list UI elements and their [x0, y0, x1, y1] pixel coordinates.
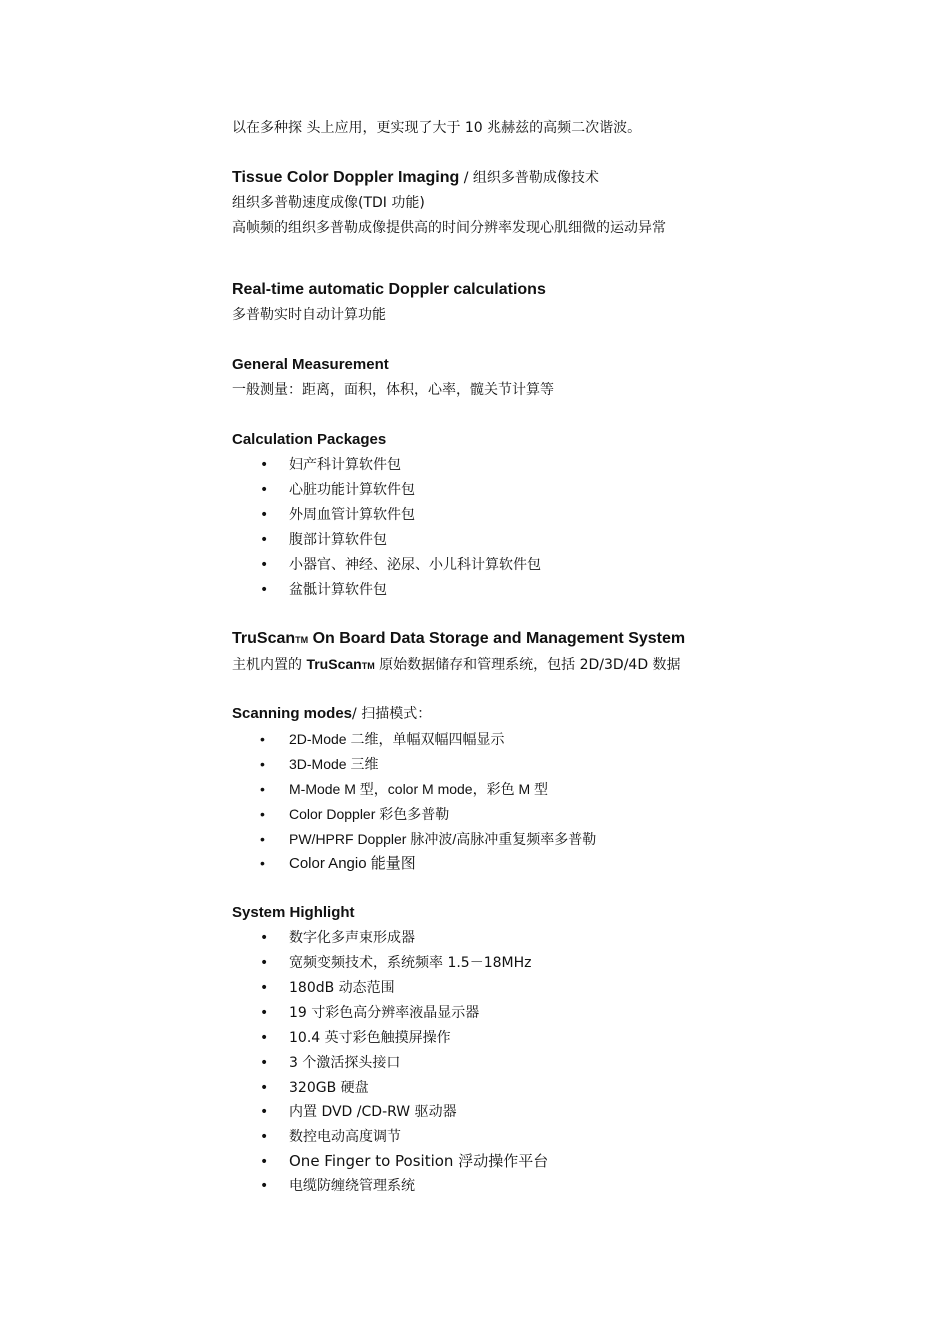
- list-item-text: 3 个激活探头接口: [289, 1055, 401, 1071]
- tissue-heading-cn: / 组织多普勒成像技术: [459, 170, 599, 186]
- truscan-tm: TM: [295, 635, 309, 645]
- list-item-text: 19 寸彩色高分辨率液晶显示器: [289, 1005, 480, 1021]
- bullet-icon: •: [260, 582, 269, 598]
- list-item: [260, 754, 378, 774]
- bullet-icon: •: [260, 507, 269, 523]
- list-item: [260, 455, 401, 475]
- truscan-line-tm: TM: [361, 661, 375, 671]
- bullet-icon: •: [260, 1030, 269, 1046]
- truscan-line: [232, 654, 681, 676]
- doppler-calc-line-1: 多普勒实时自动计算功能: [232, 307, 386, 323]
- list-item: [260, 1053, 400, 1073]
- list-item: [260, 1151, 548, 1172]
- list-item: [260, 555, 541, 575]
- scanning-heading: [232, 704, 431, 724]
- truscan-heading-rest: On Board Data Storage and Management System: [308, 630, 686, 647]
- list-item: [260, 1003, 479, 1023]
- list-item-text: 心脏功能计算软件包: [289, 482, 415, 498]
- list-item-text: 数字化多声束形成器: [289, 930, 415, 946]
- list-item: [260, 928, 415, 948]
- truscan-line-brand: TruScan: [306, 656, 362, 672]
- tissue-heading: [232, 168, 599, 188]
- list-item: [260, 953, 531, 973]
- list-item: [260, 480, 415, 500]
- calc-packages-heading: Calculation Packages: [232, 431, 387, 448]
- tissue-line-2: 高帧频的组织多普勒成像提供高的时间分辨率发现心肌细微的运动异常: [232, 220, 666, 236]
- bullet-icon: •: [260, 557, 269, 573]
- list-item-text: Color Doppler 彩色多普勒: [289, 806, 450, 822]
- list-item-text: 10.4 英寸彩色触摸屏操作: [289, 1030, 451, 1046]
- list-item: [260, 779, 548, 799]
- list-item: [260, 829, 596, 849]
- highlight-heading: System Highlight: [232, 904, 355, 921]
- list-item: [260, 729, 504, 749]
- list-item: [260, 853, 416, 874]
- list-item-text: 2D-Mode 二维，单幅双幅四幅显示: [289, 731, 505, 747]
- bullet-icon: •: [260, 1178, 269, 1194]
- list-item-text: Color Angio 能量图: [289, 855, 416, 872]
- bullet-icon: •: [260, 1080, 269, 1096]
- list-item-text: 320GB 硬盘: [289, 1080, 369, 1096]
- truscan-heading: [232, 629, 685, 650]
- bullet-icon: •: [260, 1129, 269, 1145]
- list-item: [260, 580, 387, 600]
- list-item: [260, 1028, 451, 1048]
- list-item-text: 数控电动高度调节: [289, 1129, 401, 1145]
- intro-line: 以在多种探 头上应用，更实现了大于 10 兆赫兹的高频二次谐波。: [232, 120, 642, 136]
- list-item-text: M-Mode M 型，color M mode，彩色 M 型: [289, 781, 549, 797]
- bullet-icon: •: [260, 1104, 269, 1120]
- list-item: [260, 1078, 369, 1098]
- bullet-icon: •: [260, 1005, 269, 1021]
- bullet-icon: •: [260, 930, 269, 946]
- truscan-line-post: 原始数据储存和管理系统，包括 2D/3D/4D 数据: [374, 657, 681, 673]
- bullet-icon: •: [260, 806, 265, 822]
- doppler-calc-heading: Real-time automatic Doppler calculations: [232, 281, 546, 298]
- scanning-heading-en: Scanning modes: [232, 705, 353, 722]
- list-item: [260, 1127, 401, 1147]
- list-item: [260, 1176, 415, 1196]
- list-item-text: 电缆防缠绕管理系统: [289, 1178, 415, 1194]
- truscan-line-pre: 主机内置的: [232, 657, 307, 673]
- list-item-text: 宽频变频技术，系统频率 1.5－18MHz: [289, 955, 532, 971]
- bullet-icon: •: [260, 1055, 269, 1071]
- scanning-heading-cn: / 扫描模式：: [352, 706, 432, 722]
- general-heading: General Measurement: [232, 356, 389, 373]
- general-line-1: 一般测量：距离，面积，体积，心率，髋关节计算等: [232, 382, 554, 398]
- truscan-brand: TruScan: [232, 630, 296, 647]
- bullet-icon: •: [260, 781, 265, 797]
- bullet-icon: •: [260, 955, 269, 971]
- list-item-text: PW/HPRF Doppler 脉冲波/高脉冲重复频率多普勒: [289, 831, 597, 847]
- list-item: [260, 505, 415, 525]
- bullet-icon: •: [260, 1154, 269, 1170]
- list-item: [260, 978, 395, 998]
- bullet-icon: •: [260, 980, 269, 996]
- list-item-text: 腹部计算软件包: [289, 532, 387, 548]
- list-item-text: 妇产科计算软件包: [289, 457, 401, 473]
- list-item-text: 内置 DVD /CD-RW 驱动器: [289, 1104, 457, 1120]
- list-item-text: 小器官、神经、泌尿、小儿科计算软件包: [289, 557, 541, 573]
- list-item-text: 盆骶计算软件包: [289, 582, 387, 598]
- bullet-icon: •: [260, 457, 269, 473]
- bullet-icon: •: [260, 532, 269, 548]
- list-item-text: 180dB 动态范围: [289, 980, 395, 996]
- list-item: [260, 530, 387, 550]
- tissue-heading-en: Tissue Color Doppler Imaging: [232, 169, 460, 186]
- tissue-line-1: 组织多普勒速度成像(TDI 功能): [232, 195, 425, 211]
- list-item-text: 外周血管计算软件包: [289, 507, 415, 523]
- list-item: [260, 804, 449, 824]
- bullet-icon: •: [260, 482, 269, 498]
- bullet-icon: •: [260, 855, 265, 871]
- list-item-text: One Finger to Position 浮动操作平台: [289, 1152, 549, 1170]
- bullet-icon: •: [260, 831, 265, 847]
- list-item: [260, 1102, 457, 1122]
- bullet-icon: •: [260, 731, 265, 747]
- bullet-icon: •: [260, 756, 265, 772]
- list-item-text: 3D-Mode 三维: [289, 756, 379, 772]
